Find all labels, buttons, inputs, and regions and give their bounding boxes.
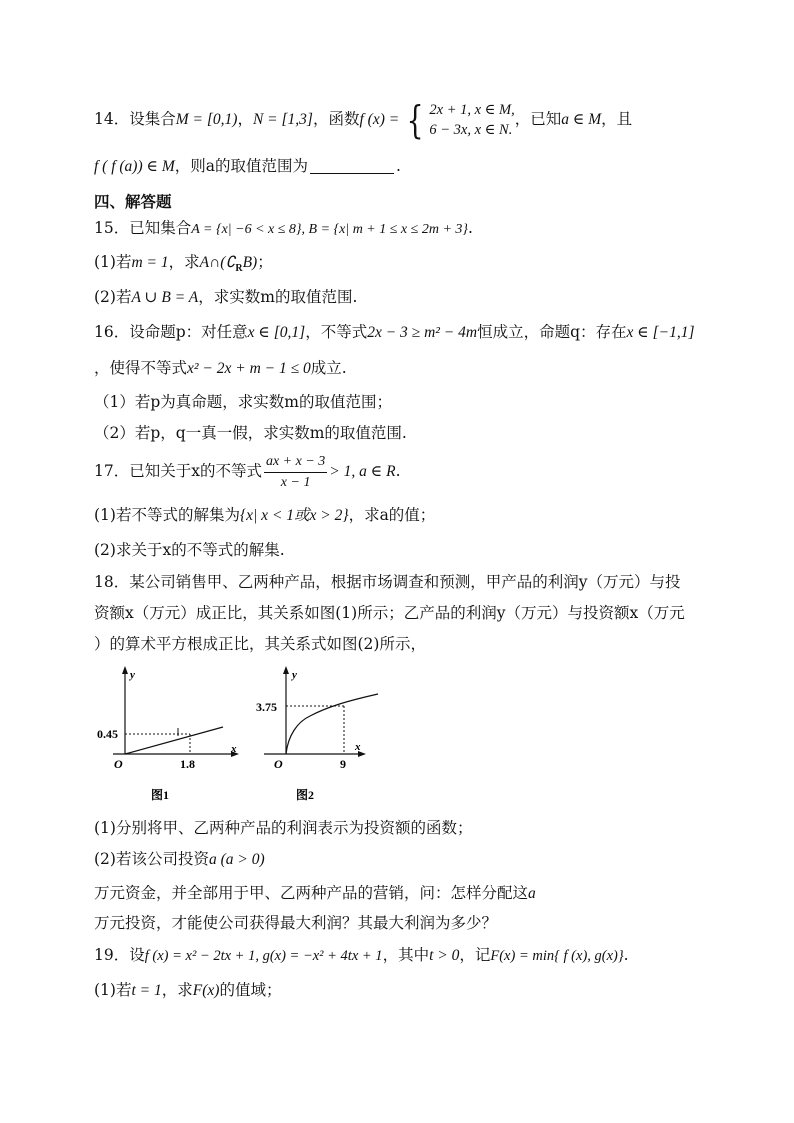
fig2-y-label: y [292,669,297,681]
figure-2 [252,664,392,814]
q18-part2-line2 [94,883,536,904]
q14-cases [429,100,514,140]
q15-p2-text: ，求实数m的取值范围. [198,288,358,306]
q18-part2-line3: 万元投资，才能使公司获得最大利润？其最大利润为多少？ [94,914,498,932]
fig2-x-label: x [355,741,361,753]
q19-text1: ，其中 [382,946,430,964]
q19-p1-text2: ，求 [161,981,193,999]
q17-fraction [264,452,327,493]
q14-text3: ，已知 [514,110,562,128]
q16-text4: 成立. [310,359,347,377]
q15-part2 [94,287,357,308]
q17-tail: > 1, a ∈ R [329,463,396,480]
q14-set-M: M = [0,1) [175,111,238,128]
fig2-caption: 图2 [296,788,315,802]
q14-number: 14． [94,110,130,128]
q17-part2: (2)求关于x的不等式的解集. [94,541,285,559]
q15-p1-end: ； [257,253,273,271]
q19-p1-F: F(x) [192,982,220,999]
q16-inequality2: x² − 2x + m − 1 ≤ 0 [187,360,311,377]
q17-p1-text: (1)若不等式的解集为 [94,506,240,524]
q14-line1 [94,100,632,140]
q15-p2-cond: A ∪ B = A [131,289,199,306]
q15-p1-expr2: B) [242,254,258,271]
fig2-y-tick: 3.75 [256,700,277,714]
q14-text5: ，则a的取值范围为 [174,157,309,175]
q18-p2-text: (2)若该公司投资 [94,850,209,868]
q17-line1 [94,450,401,493]
q14-end: . [396,157,401,175]
q19-condition: t > 0 [429,947,460,964]
q15-sets: A = {x| −6 < x ≤ 8}, B = {x| m + 1 ≤ x ≤ 2m + 3} [191,222,468,237]
fig2-origin: O [274,757,283,771]
q19-line1 [94,945,629,966]
answer-blank [310,173,394,174]
q19-number: 19．设 [94,946,145,964]
section-title: 四、解答题 [94,192,172,211]
q14-condition: f ( f (a)) ∈ M [94,158,175,175]
q16-domain2: x ∈ [−1,1] [626,324,695,341]
q14-function-head: f (x) = [359,111,400,128]
fig1-x-label: x [231,743,237,755]
q14-brace: { [406,98,424,142]
q18-p2-var-a: a [528,885,536,902]
q19-p1-cond: t = 1 [131,982,162,999]
q19-text2: ，记 [459,946,491,964]
q17-number: 17．已知关于x的不等式 [94,462,262,480]
fig1-origin: O [114,757,123,771]
q17-end: . [395,462,401,480]
q15-p1-text: ，求 [168,253,200,271]
q18-p2-expr: a (a > 0) [208,851,265,868]
q16-line1 [94,322,695,343]
q17-p1-set: {x| x < 1或x > 2} [239,507,349,524]
q16-part2: （2）若p，q一真一假，求实数m的取值范围. [94,424,407,442]
fig1-y-tick: 0.45 [97,727,118,741]
q18-line3: ）的算术平方根成正比，其关系式如图(2)所示， [94,635,426,653]
q14-text4: ，且 [601,110,633,128]
q17-p1-text2: ，求a的值； [348,506,436,524]
q15-end: . [468,219,473,237]
q17-part1 [94,505,435,526]
fig2-x-tick: 9 [340,757,346,771]
q16-line2 [94,358,347,379]
q18-line2: 资额x（万元）成正比，其关系如图(1)所示；乙产品的利润y（万元）与投资额x（万元 [94,604,685,622]
q19-functions: f (x) = x² − 2tx + 1, g(x) = −x² + 4tx + 1 [144,948,383,964]
q19-F-def: F(x) = min{ f (x), g(x)} [490,948,624,964]
q15-p1-sub: R [235,263,243,275]
q18-p2-text2: 万元资金，并全部用于甲、乙两种产品的营销，问：怎样分配这 [94,884,529,902]
q14-a-in-M: a ∈ M [561,111,602,128]
q15-p1-expr: A∩(∁ [199,254,236,271]
q14-set-N: N = [1,3] [252,111,313,128]
q14-text2: ，函数 [312,110,360,128]
q17-numerator: ax + x − 3 [264,452,327,473]
q16-number: 16．设命题p：对任意 [94,323,248,341]
q17-denominator: x − 1 [280,474,311,490]
q16-inequality: 2x − 3 ≥ m² − 4m [367,324,478,341]
figure-1 [95,664,245,814]
q14-text: 设集合 [129,110,176,128]
fig1-y-label: y [130,669,135,681]
q19-part1 [94,980,281,1001]
q14-line2 [94,156,401,177]
fig1-x-tick: 1.8 [180,757,195,771]
q14-case1: 2x + 1, x ∈ M, [429,102,515,118]
q14-sep: ， [237,110,253,128]
fig1-caption: 图1 [151,788,170,802]
q19-p1-text3: 的值域； [219,981,282,999]
q18-line1: 18．某公司销售甲、乙两种产品，根据市场调查和预测，甲产品的利润y（万元）与投 [94,573,681,591]
q18-part1: (1)分别将甲、乙两种产品的利润表示为投资额的函数； [94,819,473,837]
q16-text3: ，使得不等式 [94,359,188,377]
q19-p1-text: (1)若 [94,981,132,999]
q14-case2: 6 − 3x, x ∈ N. [429,122,513,138]
q16-text1: ，不等式 [305,323,368,341]
q15-p2-label: (2)若 [94,288,132,306]
q15-part1 [94,252,273,279]
q15-number: 15．已知集合 [94,219,192,237]
q16-text2: 恒成立，命题q：存在 [477,323,627,341]
q19-end: . [623,946,629,964]
q15-p1-cond: m = 1 [131,254,169,271]
q15-line1 [94,218,473,240]
q18-part2 [94,849,265,870]
q15-p1-label: (1)若 [94,253,132,271]
q16-part1: （1）若p为真命题，求实数m的取值范围； [94,393,392,411]
q16-domain: x ∈ [0,1] [247,324,306,341]
